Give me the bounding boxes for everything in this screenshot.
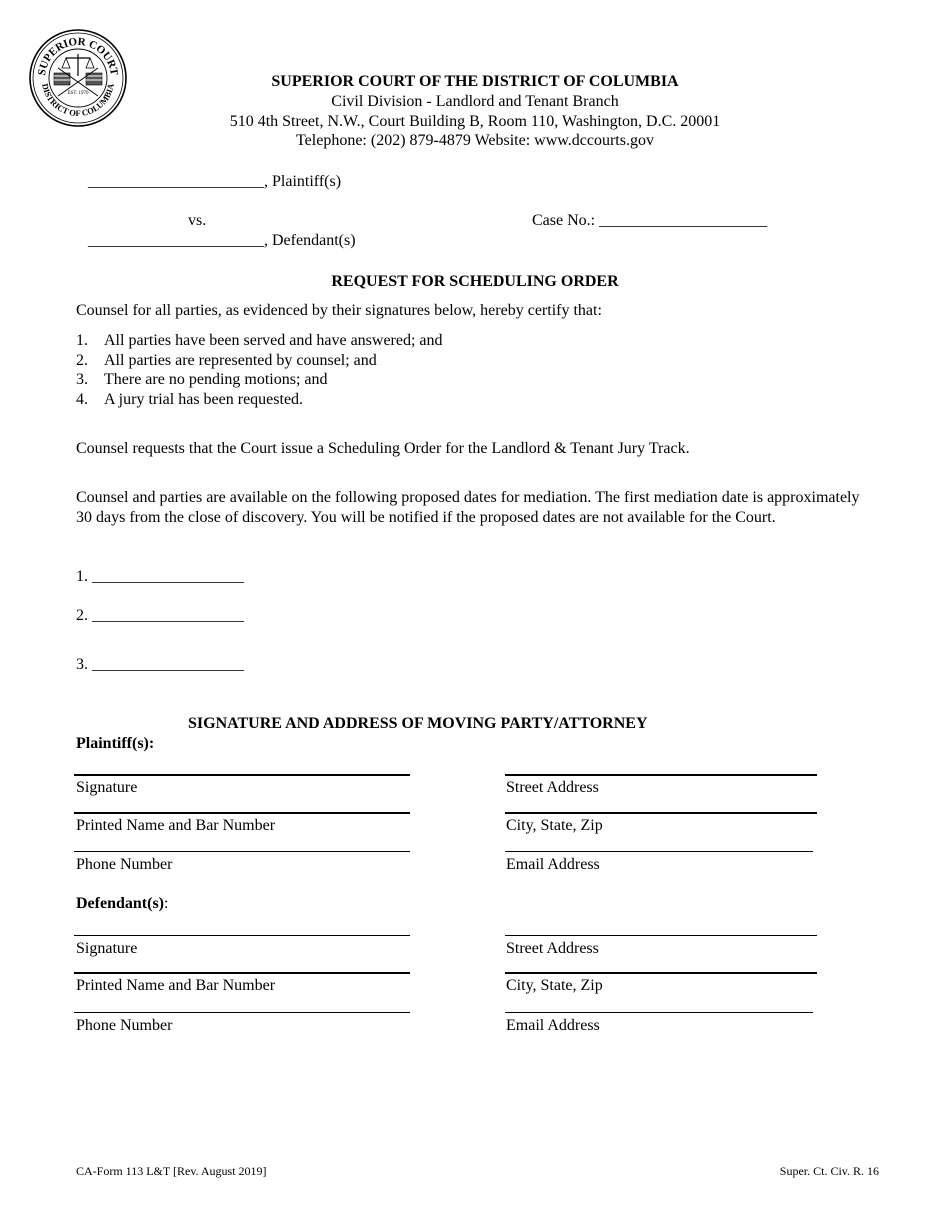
court-contact: Telephone: (202) 879-4879 Website: www.dccourts.gov xyxy=(296,132,654,149)
plaintiff-printed-name-label: Printed Name and Bar Number xyxy=(76,817,276,834)
defendant-street-line[interactable] xyxy=(505,935,817,936)
division-name: Civil Division - Landlord and Tenant Branch xyxy=(331,93,619,110)
plaintiff-email-line[interactable] xyxy=(505,851,813,852)
list-item-number: 2. xyxy=(76,352,88,369)
form-id-footer: CA-Form 113 L&T [Rev. August 2019] xyxy=(76,1164,267,1178)
list-item: All parties are represented by counsel; and xyxy=(104,352,377,369)
court-address: 510 4th Street, N.W., Court Building B, Room 110, Washington, D.C. 20001 xyxy=(229,113,721,130)
plaintiff-email-label: Email Address xyxy=(506,856,600,873)
defendant-section-label xyxy=(76,894,168,914)
defendant-name-line[interactable]: ______________________, Defendant(s) xyxy=(88,232,356,249)
plaintiff-street-label: Street Address xyxy=(506,779,599,796)
defendant-city-line[interactable] xyxy=(505,972,817,974)
defendant-section-colon: : xyxy=(164,895,169,912)
rule-reference-footer: Super. Ct. Civ. R. 16 xyxy=(779,1164,879,1178)
list-item: All parties have been served and have answered; and xyxy=(104,332,443,349)
case-number-field[interactable]: Case No.: _____________________ xyxy=(532,212,768,229)
defendant-city-label: City, State, Zip xyxy=(506,977,603,994)
list-item-number: 1. xyxy=(76,332,88,349)
seal-bottom-text: DISTRICT OF COLUMBIA xyxy=(40,82,116,119)
mediation-date-field-2[interactable]: 2. ___________________ xyxy=(76,607,244,624)
court-name: SUPERIOR COURT OF THE DISTRICT OF COLUMBIA xyxy=(271,73,679,90)
plaintiff-signature-line[interactable] xyxy=(74,774,410,776)
defendant-phone-label: Phone Number xyxy=(76,1017,173,1034)
scheduling-request-text: Counsel requests that the Court issue a Scheduling Order for the Landlord & Tenant Jury Track. xyxy=(76,440,690,457)
plaintiff-city-line[interactable] xyxy=(505,812,817,814)
mediation-date-field-3[interactable]: 3. ___________________ xyxy=(76,656,244,673)
plaintiff-name-line[interactable]: ______________________, Plaintiff(s) xyxy=(88,173,342,190)
plaintiff-printed-name-line[interactable] xyxy=(74,812,410,814)
mediation-paragraph: Counsel and parties are available on the following proposed dates for mediation. The first mediation date is approximately 30 days from the close of discovery. You will be notified if the proposed dates are not available for the Court. xyxy=(76,489,860,526)
plaintiff-phone-label: Phone Number xyxy=(76,856,173,873)
signature-section-heading: SIGNATURE AND ADDRESS OF MOVING PARTY/ATTORNEY xyxy=(188,715,648,732)
defendant-printed-name-label: Printed Name and Bar Number xyxy=(76,977,276,994)
defendant-signature-label: Signature xyxy=(76,940,138,957)
list-item-number: 3. xyxy=(76,371,88,388)
list-item-number: 4. xyxy=(76,391,88,408)
plaintiff-phone-line[interactable] xyxy=(74,851,410,852)
plaintiff-section-label: Plaintiff(s): xyxy=(76,735,155,752)
list-item: There are no pending motions; and xyxy=(104,371,328,388)
mediation-date-field-1[interactable]: 1. ___________________ xyxy=(76,568,244,585)
defendant-signature-line[interactable] xyxy=(74,935,410,936)
form-title: REQUEST FOR SCHEDULING ORDER xyxy=(331,273,619,290)
plaintiff-city-label: City, State, Zip xyxy=(506,817,603,834)
seal-top-text: SUPERIOR COURT xyxy=(36,35,120,77)
certification-intro: Counsel for all parties, as evidenced by their signatures below, hereby certify that: xyxy=(76,302,602,319)
list-item: A jury trial has been requested. xyxy=(104,391,304,408)
plaintiff-signature-label: Signature xyxy=(76,779,138,796)
defendant-phone-line[interactable] xyxy=(74,1012,410,1013)
defendant-email-line[interactable] xyxy=(505,1012,813,1013)
plaintiff-street-line[interactable] xyxy=(505,774,817,776)
defendant-section-label-text: Defendant(s) xyxy=(76,895,164,912)
seal-center-text: EST. 1970 xyxy=(67,91,89,96)
defendant-email-label: Email Address xyxy=(506,1017,600,1034)
defendant-street-label: Street Address xyxy=(506,940,599,957)
defendant-printed-name-line[interactable] xyxy=(74,972,410,974)
versus-text: vs. xyxy=(188,212,207,229)
